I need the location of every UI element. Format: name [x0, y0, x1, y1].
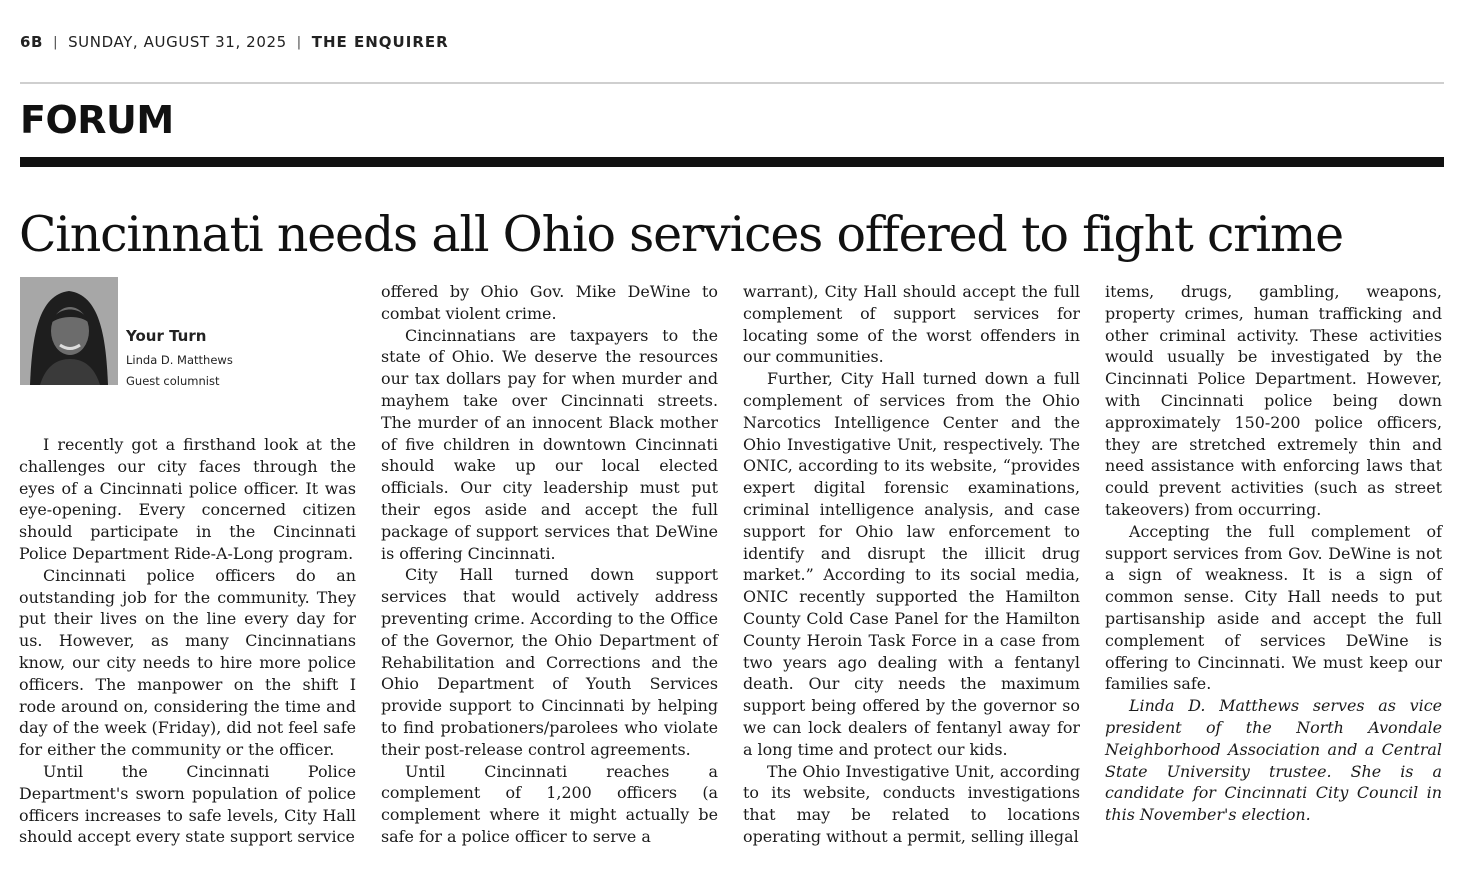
byline-kicker: Your Turn [126, 327, 207, 345]
article-paragraph: Cincinnati police officers do an outstanding job for the community. They put their lives on the line every day for us. However, as many Cincinnatians know, our city needs to hire more police officers. The manpower on the shift I rode around on, considering the time and day of the week (Friday), did not feel safe for either the community or the officer. [19, 565, 356, 760]
author-portrait-image [20, 277, 118, 385]
article-column-2 [381, 281, 718, 848]
newspaper-name: THE ENQUIRER [311, 33, 449, 51]
masthead-separator: | [53, 34, 59, 50]
author-role: Guest columnist [126, 374, 220, 388]
article-paragraph: Accepting the full complement of support services from Gov. DeWine is not a sign of weakness. It is a sign of common sense. City Hall needs to put partisanship aside and accept the full complement of services DeWine is offering to Cincinnati. We must keep our families safe. [1105, 521, 1442, 694]
article-column-4 [1105, 281, 1442, 826]
article-column-3 [743, 281, 1080, 848]
author-photo [20, 277, 118, 385]
article-paragraph: offered by Ohio Gov. Mike DeWine to combat violent crime. [381, 282, 718, 323]
section-title: FORUM [20, 98, 174, 142]
article-paragraph: Cincinnatians are taxpayers to the state of Ohio. We deserve the resources our tax dollars pay for when murder and mayhem take over Cincinnati streets. The murder of an innocent Black mother of five children in downtown Cincinnati should wake up our local elected officials. Our city leadership must put their egos aside and accept the full package of support services that DeWine is offering Cincinnati. [381, 325, 718, 563]
article-paragraph: Until the Cincinnati Police Department's sworn population of police officers increases to safe levels, City Hall should accept every state support service [19, 761, 356, 847]
headline: Cincinnati needs all Ohio services offered to fight crime [19, 206, 1343, 263]
section-divider [20, 157, 1444, 167]
page-number: 6B [20, 33, 44, 51]
byline [126, 327, 233, 392]
article-paragraph: I recently got a firsthand look at the challenges our city faces through the eyes of a Cincinnati police officer. It was eye-opening. Every concerned citizen should participate in the Cincinnati Police Department Ride-A-Long program. [19, 435, 356, 563]
article-column-1 [19, 434, 356, 848]
article-paragraph: Until Cincinnati reaches a complement of 1,200 officers (a complement where it might actually be safe for a police officer to serve a [381, 761, 718, 846]
header-divider [20, 82, 1444, 84]
article-paragraph: warrant), City Hall should accept the full complement of support services for locating some of the worst offenders in our communities. [743, 282, 1080, 367]
article-paragraph: City Hall turned down support services that would actively address preventing crime. According to the Office of the Governor, the Ohio Department of Rehabilitation and Corrections and the Ohio Department of Youth Services provide support to Cincinnati by helping to find probationers/parolees who violate their post-release control agreements. [381, 565, 718, 759]
masthead [20, 31, 449, 53]
masthead-separator: | [296, 34, 302, 50]
article-paragraph: The Ohio Investigative Unit, according to its website, conducts investigations that may be related to locations operating without a permit, selling illegal [743, 761, 1080, 846]
issue-date: SUNDAY, AUGUST 31, 2025 [68, 33, 287, 51]
author-name: Linda D. Matthews [126, 353, 233, 367]
author-bio: Linda D. Matthews serves as vice president of the North Avondale Neighborhood Association and a Central State University trustee. She is a candidate for Cincinnati City Council in this November's election. [1105, 696, 1442, 825]
article-paragraph: items, drugs, gambling, weapons, property crimes, human trafficking and other criminal activity. These activities would usually be investigated by the Cincinnati Police Department. However, with Cincinnati police being down approximately 150-200 police officers, they are stretched extremely thin and need assistance with enforcing laws that could prevent activities (such as street takeovers) from occurring. [1105, 282, 1442, 519]
article-paragraph: Further, City Hall turned down a full complement of services from the Ohio Narcotics Intelligence Center and the Ohio Investigative Unit, respectively. The ONIC, according to its website, “provides expert digital forensic examinations, criminal intelligence analysis, and case support for Ohio law enforcement to identify and disrupt the illicit drug market.” According to its social media, ONIC recently supported the Hamilton County Cold Case Panel for the Hamilton County Heroin Task Force in a case from two years ago dealing with a fentanyl death. Our city needs the maximum support being offered by the governor so we can lock dealers of fentanyl away for a long time and protect our kids. [743, 369, 1080, 759]
